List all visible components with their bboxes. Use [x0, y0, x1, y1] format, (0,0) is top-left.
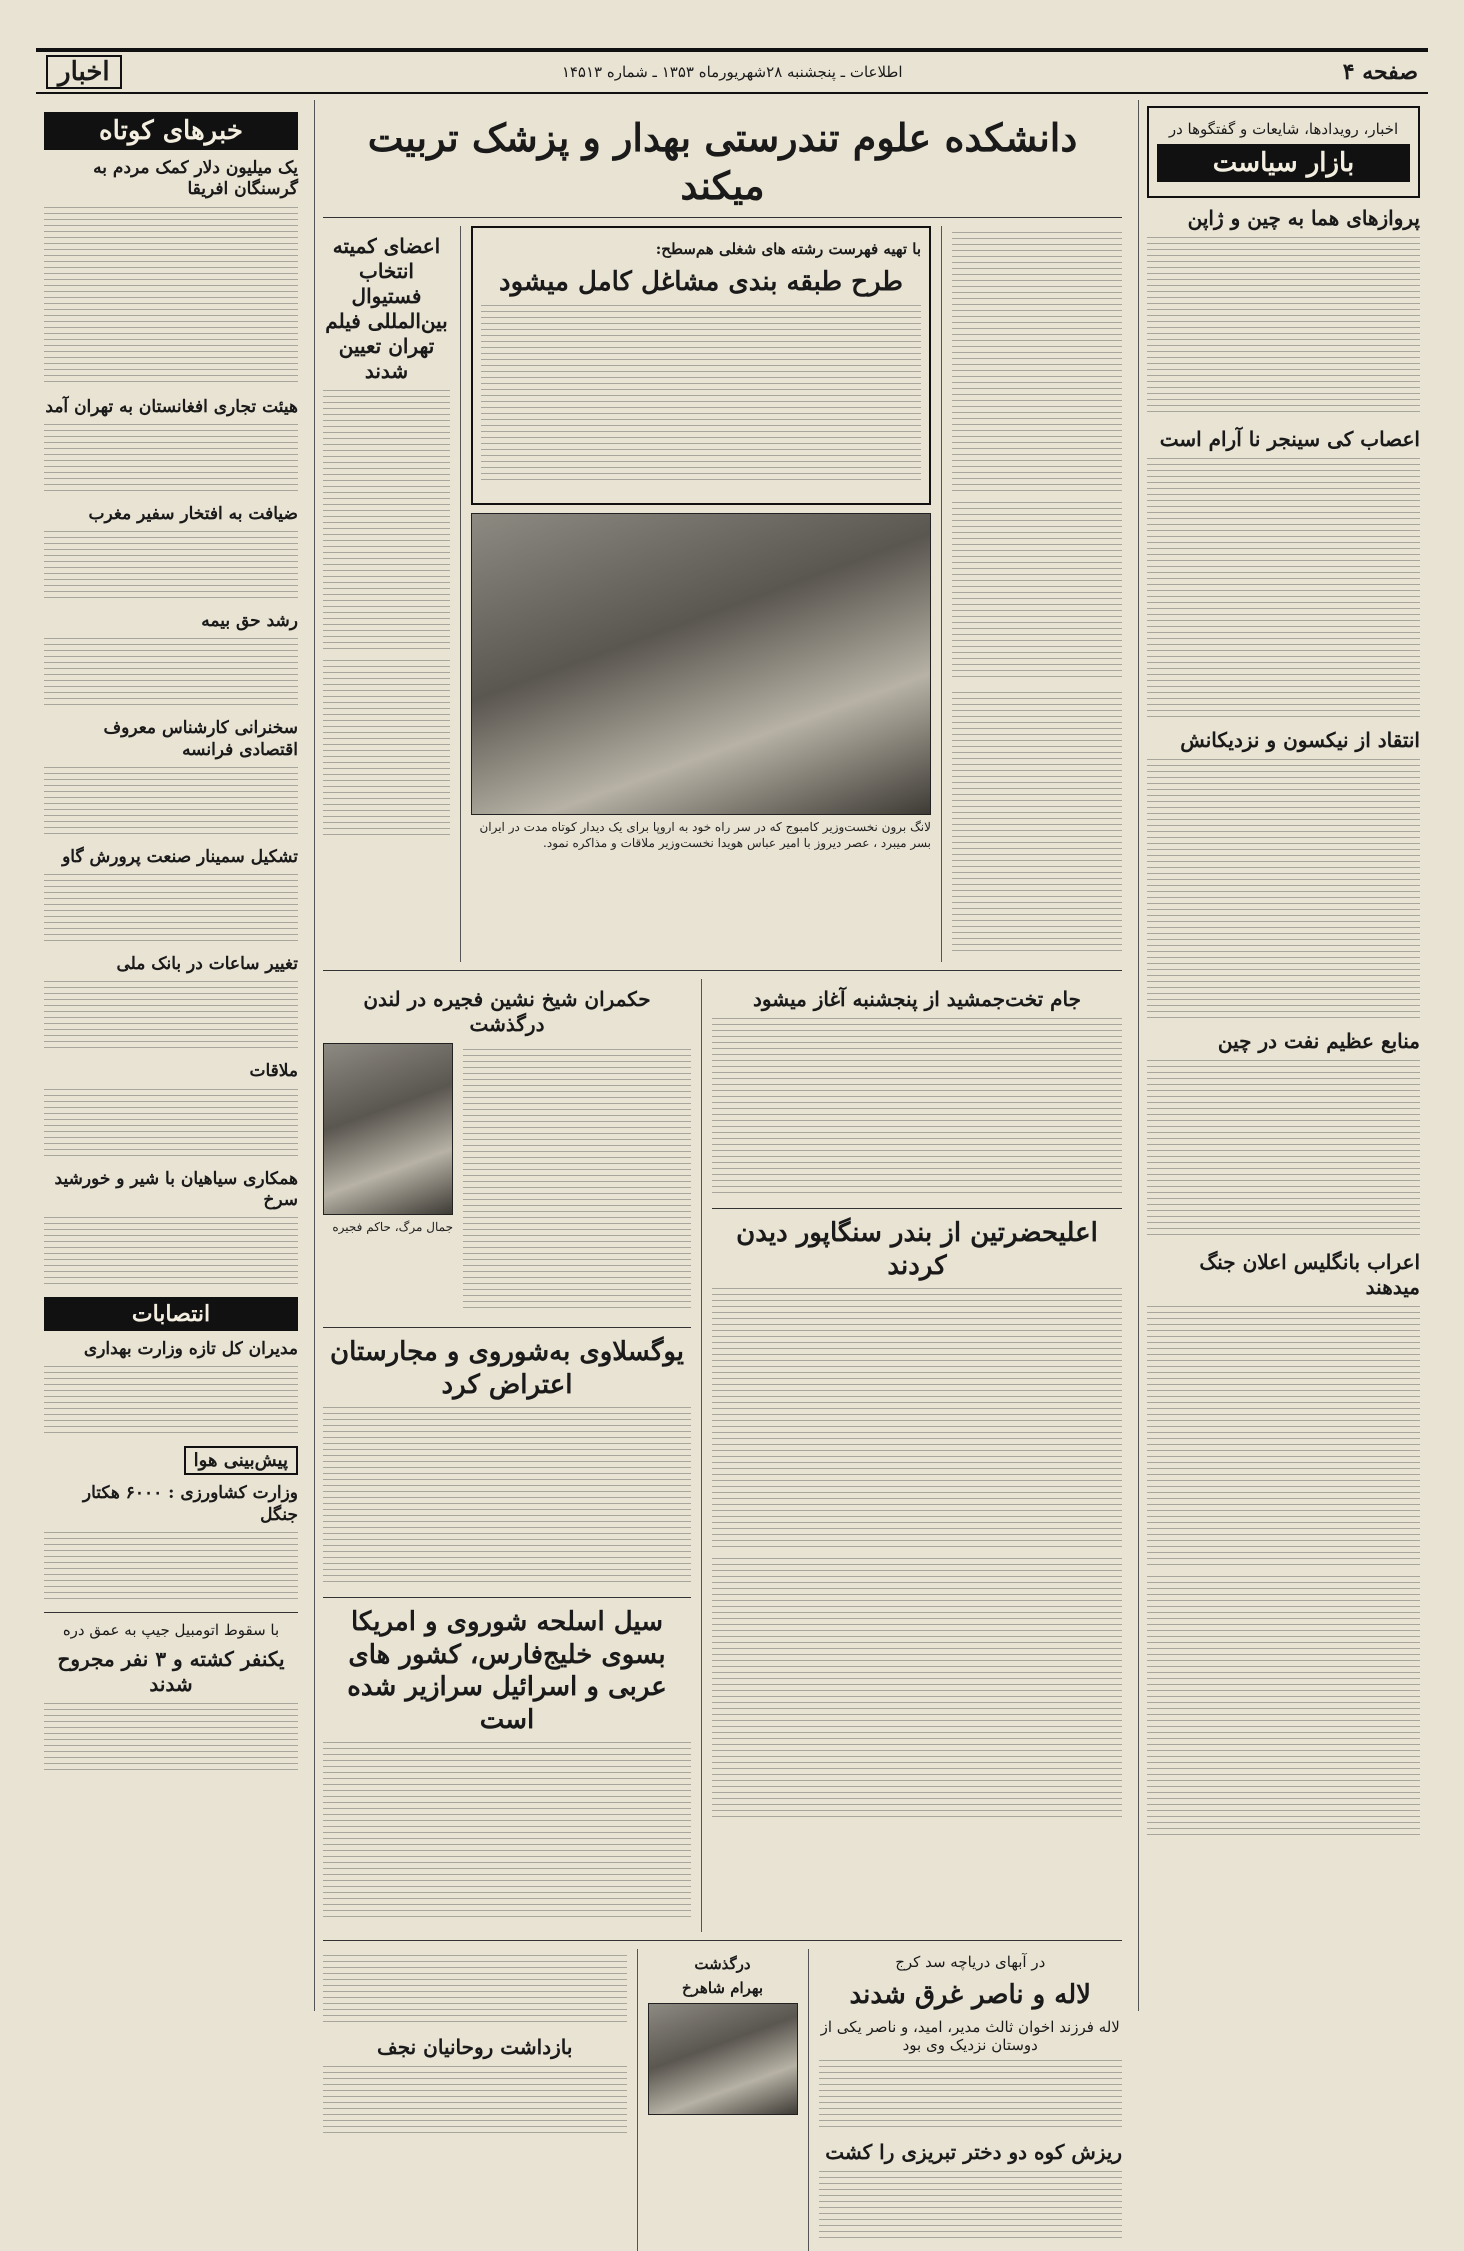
yugoslavia-headline: یوگسلاوی به‌شوروی و مجارستان اعتراض کرد [329, 1337, 685, 1400]
divider [941, 226, 942, 962]
obituary-portrait [648, 2003, 798, 2115]
article-body [44, 638, 298, 708]
article-body [1147, 1306, 1420, 1566]
lead-headline: دانشکده علوم تندرستی بهدار و پزشک تربیت میکند [367, 115, 1078, 208]
feature-column [471, 226, 931, 962]
dam-column [819, 1949, 1123, 2251]
short-news-headline-6: تشکیل سمینار صنعت پرورش گاو [62, 846, 298, 867]
article-body [44, 1217, 298, 1287]
article-body [44, 767, 298, 837]
feature-headline: طرح طبقه بندی مشاغل کامل میشود [498, 267, 903, 297]
obituary-kicker: درگذشت [694, 1955, 751, 1973]
dam-kicker: در آبهای دریاچه سد کرج [895, 1953, 1046, 1971]
article-body [712, 1558, 1122, 1818]
feature-box [471, 226, 931, 505]
article-body [1147, 1060, 1420, 1240]
article-body [463, 1049, 691, 1309]
article-body [44, 1089, 298, 1159]
article-body [323, 2066, 627, 2136]
politics-market-box [1147, 106, 1420, 198]
right-headline-3: انتقاد از نیکسون و نزدیکانش [1180, 728, 1420, 752]
article-body [323, 1955, 627, 2025]
masthead [36, 48, 1428, 94]
divider [323, 1327, 691, 1328]
article-body [481, 305, 921, 485]
jam-shah-column [712, 979, 1122, 1932]
photo-caption: لانگ برون نخست‌وزیر کامبوج که در سر راه خود به اروپا برای یک دیدار کوتاه مدت در ایران بسر میبرد ، عصر دیروز با امیر عباس هویدا نخست‌وزیر ملاقات و مذاکره نمود. [479, 819, 931, 851]
politics-box-title: بازار سیاست [1157, 144, 1410, 182]
article-body [323, 1407, 691, 1587]
article-body [1147, 1576, 1420, 1836]
short-news-headline-5: سخنرانی کارشناس معروف اقتصادی فرانسه [103, 718, 298, 760]
appointments-title: انتصابات [44, 1297, 298, 1331]
appointment-line: مدیران کل تازه وزارت بهداری [83, 1339, 298, 1359]
divider [701, 979, 702, 1932]
article-body [1147, 237, 1420, 417]
article-body [44, 874, 298, 944]
obituary-column [648, 1949, 798, 2251]
divider [460, 226, 461, 962]
short-news-headline-3: ضیافت به افتخار سفیر مغرب [88, 503, 298, 524]
middle-column [314, 100, 1130, 2164]
article-body [952, 502, 1122, 682]
right-headline-4: منابع عظیم نفت در چین [1217, 1029, 1420, 1053]
article-body [1147, 458, 1420, 718]
sheikh-photo-wrap [323, 1043, 453, 1319]
right-headline-1: پروازهای هما به چین و ژاپن [1187, 206, 1420, 230]
article-body [44, 531, 298, 601]
festival-column [323, 226, 450, 962]
sheikh-portrait [323, 1043, 453, 1215]
lead-article-column [952, 226, 1122, 962]
dam-subheadline: لاله فرزند اخوان ثالث مدیر، امید، و ناصر یکی از دوستان نزدیک وی بود [820, 2017, 1120, 2054]
sheikh-caption: جمال مرگ، حاکم فجیره [332, 1220, 453, 1234]
divider [323, 970, 1122, 971]
divider [808, 1949, 809, 2251]
article-body [323, 390, 450, 650]
divider [323, 217, 1122, 218]
arms-headline: سیل اسلحه شوروی و امریکا بسوی خلیج‌فارس، کشور های عربی و اسرائیل سرازیر شده است [347, 1607, 667, 1735]
jam-headline: جام تخت‌جمشید از پنجشنبه آغاز میشود [752, 987, 1082, 1011]
short-news-headline-7: تغییر ساعات در بانک ملی [116, 954, 298, 974]
accident-kicker: با سقوط اتومبیل جیپ به عمق دره [62, 1620, 280, 1639]
issue-date-line: اطلاعات ـ پنجشنبه ۲۸شهریورماه ۱۳۵۳ ـ شماره ۱۴۵۱۳ [561, 63, 903, 81]
left-column [36, 100, 306, 2011]
right-headline-5: اعراب بانگلیس اعلان جنگ میدهند [1199, 1250, 1420, 1299]
divider [323, 1597, 691, 1598]
sheikh-text [463, 1043, 691, 1319]
sheikh-row [323, 1043, 691, 1319]
article-body [952, 692, 1122, 952]
weather-note: وزارت کشاورزی : ۶۰۰۰ هکتار جنگل [82, 1483, 298, 1525]
najaf-column [323, 1949, 627, 2251]
article-body [44, 424, 298, 494]
divider [44, 1612, 298, 1613]
article-body [44, 1532, 298, 1602]
short-news-headline-9: همکاری سیاهیان با شیر و خورشید سرخ [54, 1168, 298, 1210]
bottom-section [323, 1949, 1122, 2251]
article-body [44, 981, 298, 1051]
article-body [44, 1703, 298, 1773]
article-body [712, 1018, 1122, 1198]
divider [323, 1940, 1122, 1941]
article-body [323, 1742, 691, 1922]
short-news-headline-4: رشد حق بیمه [201, 611, 298, 631]
section-logo: اخبار [46, 55, 122, 89]
short-news-headline-8: ملاقات [249, 1061, 298, 1082]
article-body [819, 2171, 1123, 2241]
najaf-headline: بازداشت روحانیان نجف [377, 2035, 573, 2059]
politics-box-kicker: اخبار، رویدادها، شایعات و گفتگوها در [1168, 120, 1399, 138]
right-headline-2: اعصاب کی سینجر نا آرام است [1159, 427, 1420, 451]
article-body [44, 207, 298, 387]
divider [637, 1949, 638, 2251]
sheikh-column [323, 979, 691, 1932]
short-news-title: خبرهای کوتاه [44, 112, 298, 150]
top-section [323, 226, 1122, 962]
article-body [712, 1288, 1122, 1548]
article-body [819, 2060, 1123, 2130]
tabriz-headline: ریزش کوه دو دختر تبریزی را کشت [825, 2139, 1122, 2164]
news-photo [471, 513, 931, 815]
article-body [44, 1366, 298, 1436]
dam-headline: لاله و ناصر غرق شدند [849, 1980, 1091, 2010]
article-body [1147, 759, 1420, 1019]
article-body [323, 660, 450, 840]
divider [712, 1208, 1122, 1209]
feature-kicker: با تهیه فهرست رشته های شغلی هم‌سطح: [655, 240, 921, 258]
short-news-headline-2: هیئت تجاری افغانستان به تهران آمد [45, 396, 298, 417]
second-section [323, 979, 1122, 1932]
obituary-name: بهرام شاهرخ [681, 1979, 764, 1997]
short-news-headline-1: یک میلیون دلار کمک مردم به گرسنگان افریقا [93, 158, 298, 200]
sheikh-headline: حکمران شیخ نشین فجیره در لندن درگذشت [363, 987, 651, 1036]
right-column [1138, 100, 1428, 2011]
shah-singapore-headline: اعلیحضرتین از بندر سنگاپور دیدن کردند [736, 1218, 1098, 1281]
page-number: صفحه ۴ [1342, 59, 1418, 85]
festival-headline: اعضای کمیته انتخاب فستیوال بین‌المللی فیلم تهران تعیین شدند [325, 234, 448, 383]
weather-label: پیش‌بینی هوا [184, 1446, 298, 1475]
accident-headline: یکنفر کشته و ۳ نفر مجروح شدند [57, 1646, 285, 1696]
article-body [952, 232, 1122, 492]
